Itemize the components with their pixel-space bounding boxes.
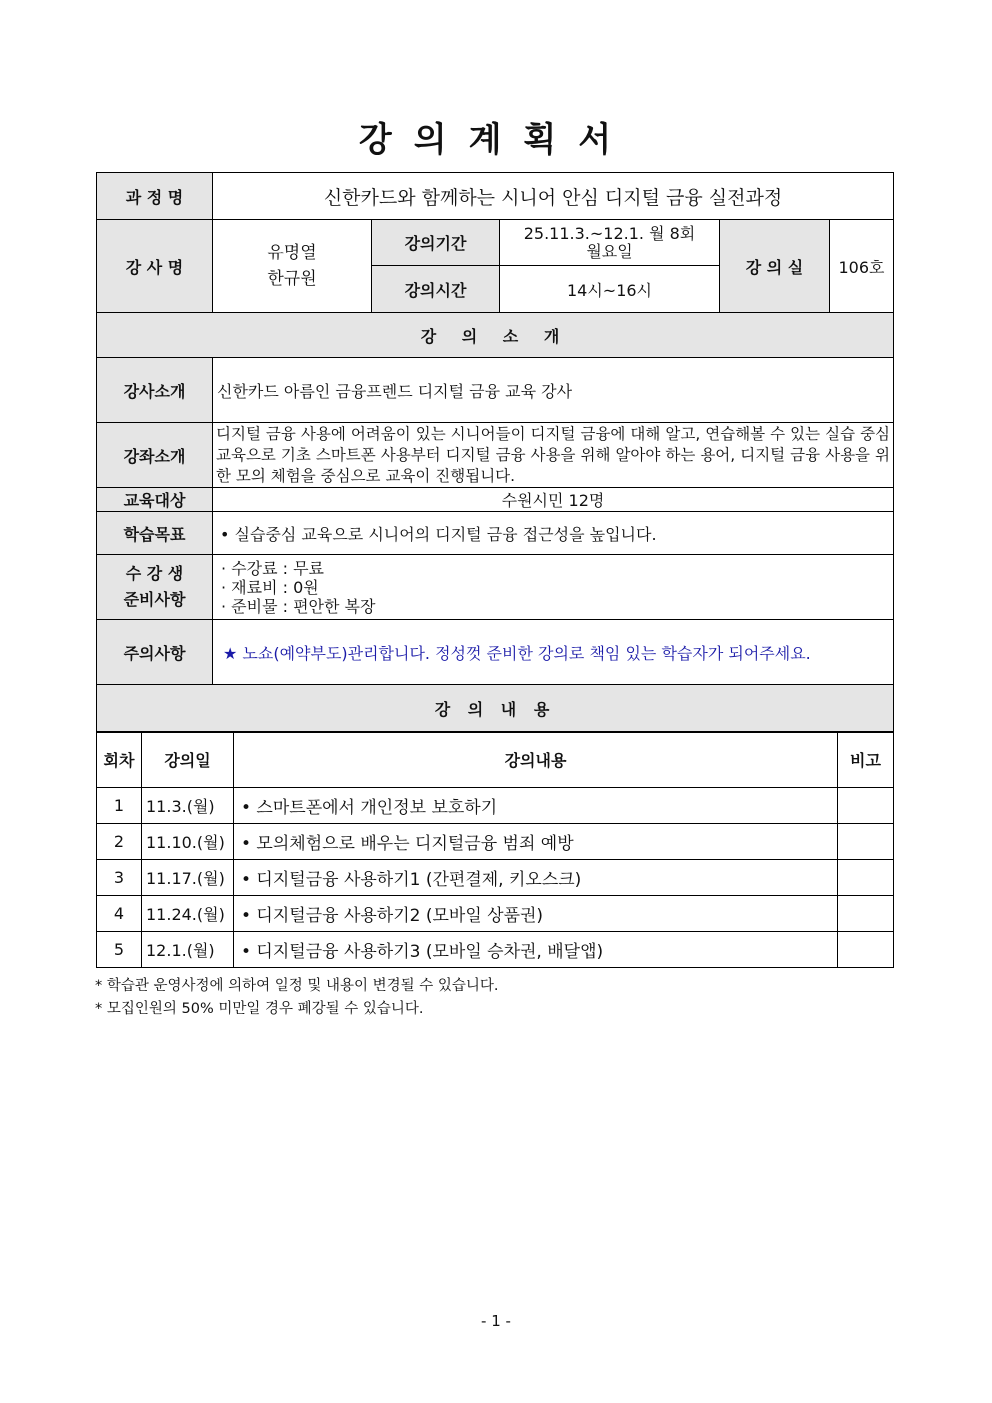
schedule-table [96,731,894,968]
period-label: 강의기간 [372,220,500,266]
row-date: 11.17.(월) [142,860,234,896]
table-row [97,860,894,896]
row-no: 3 [97,860,142,896]
caution-label: 주의사항 [97,620,213,685]
instructor-intro-value: 신한카드 아름인 금융프렌드 디지털 금융 교육 강사 [213,358,894,423]
document-title: 강의계획서 [358,120,634,160]
period-line2: 월요일 [586,241,633,261]
header-content: 강의내용 [234,732,838,788]
row-no: 1 [97,788,142,824]
header-round: 회차 [97,732,142,788]
instructor-intro-label: 강사소개 [97,358,213,423]
row-note [838,896,894,932]
table-row [97,896,894,932]
target-value: 수원시민 12명 [213,488,894,512]
lecturer-names [213,220,372,313]
prep-label-line1: 수 강 생 [125,564,184,583]
course-intro-value: 디지털 금융 사용에 어려움이 있는 시니어들이 디지털 금융에 대해 알고, 연습해볼 수 있는 실습 중심 교육으로 기초 스마트폰 사용부터 디지털 금융 사용을 위해 알아야 하는 용어, 디지털 금융 사용을 위한 모의 체험을 중심으로 교육이 진행됩니다. [213,423,894,488]
row-content: • 모의체험으로 배우는 디지털금융 범죄 예방 [234,824,838,860]
row-no: 2 [97,824,142,860]
footnote-schedule-change: * 학습관 운영사정에 의하여 일정 및 내용이 변경될 수 있습니다. [95,978,499,994]
goal-value: • 실습중심 교육으로 시니어의 디지털 금융 접근성을 높입니다. [213,512,894,555]
schedule-section-header: 강 의 내 용 [97,685,894,733]
course-name-value: 신한카드와 함께하는 시니어 안심 디지털 금융 실전과정 [213,173,894,220]
time-label: 강의시간 [372,266,500,313]
lecturer-label: 강 사 명 [97,220,213,313]
goal-label: 학습목표 [97,512,213,555]
time-value: 14시~16시 [500,266,720,313]
prep-item-fee: · 수강료 : 무료 [221,558,325,578]
row-no: 5 [97,932,142,968]
caution-value: ★ 노쇼(예약부도)관리합니다. 정성껏 준비한 강의로 책임 있는 학습자가 되어주세요. [213,620,894,685]
row-content: • 디지털금융 사용하기3 (모바일 승차권, 배달앱) [234,932,838,968]
row-note [838,932,894,968]
row-content: • 디지털금융 사용하기2 (모바일 상품권) [234,896,838,932]
header-date: 강의일 [142,732,234,788]
period-line1: 25.11.3.~12.1. 월 8회 [523,223,696,243]
footnote-cancellation: * 모집인원의 50% 미만일 경우 폐강될 수 있습니다. [95,1001,424,1017]
prep-items [213,555,894,620]
lecturer-1: 유명열 [267,243,317,263]
row-date: 11.3.(월) [142,788,234,824]
intro-section-header: 강 의 소 개 [97,313,894,358]
row-date: 12.1.(월) [142,932,234,968]
page-number: - 1 - [481,1312,511,1330]
prep-label [97,555,213,620]
row-no: 4 [97,896,142,932]
target-label: 교육대상 [97,488,213,512]
lecturer-2: 한규원 [267,269,317,289]
prep-item-supplies: · 준비물 : 편안한 복장 [221,596,376,616]
course-intro-label: 강좌소개 [97,423,213,488]
row-date: 11.10.(월) [142,824,234,860]
row-note [838,860,894,896]
room-label: 강 의 실 [720,220,830,313]
period-value [500,220,720,266]
prep-label-line2: 준비사항 [123,590,186,609]
header-note: 비고 [838,732,894,788]
table-row [97,932,894,968]
table-row [97,824,894,860]
row-date: 11.24.(월) [142,896,234,932]
info-table [96,172,894,733]
row-note [838,824,894,860]
row-note [838,788,894,824]
room-value: 106호 [830,220,894,313]
row-content: • 스마트폰에서 개인정보 보호하기 [234,788,838,824]
course-name-label: 과 정 명 [97,173,213,220]
row-content: • 디지털금융 사용하기1 (간편결제, 키오스크) [234,860,838,896]
prep-item-material: · 재료비 : 0원 [221,577,319,597]
table-row [97,788,894,824]
